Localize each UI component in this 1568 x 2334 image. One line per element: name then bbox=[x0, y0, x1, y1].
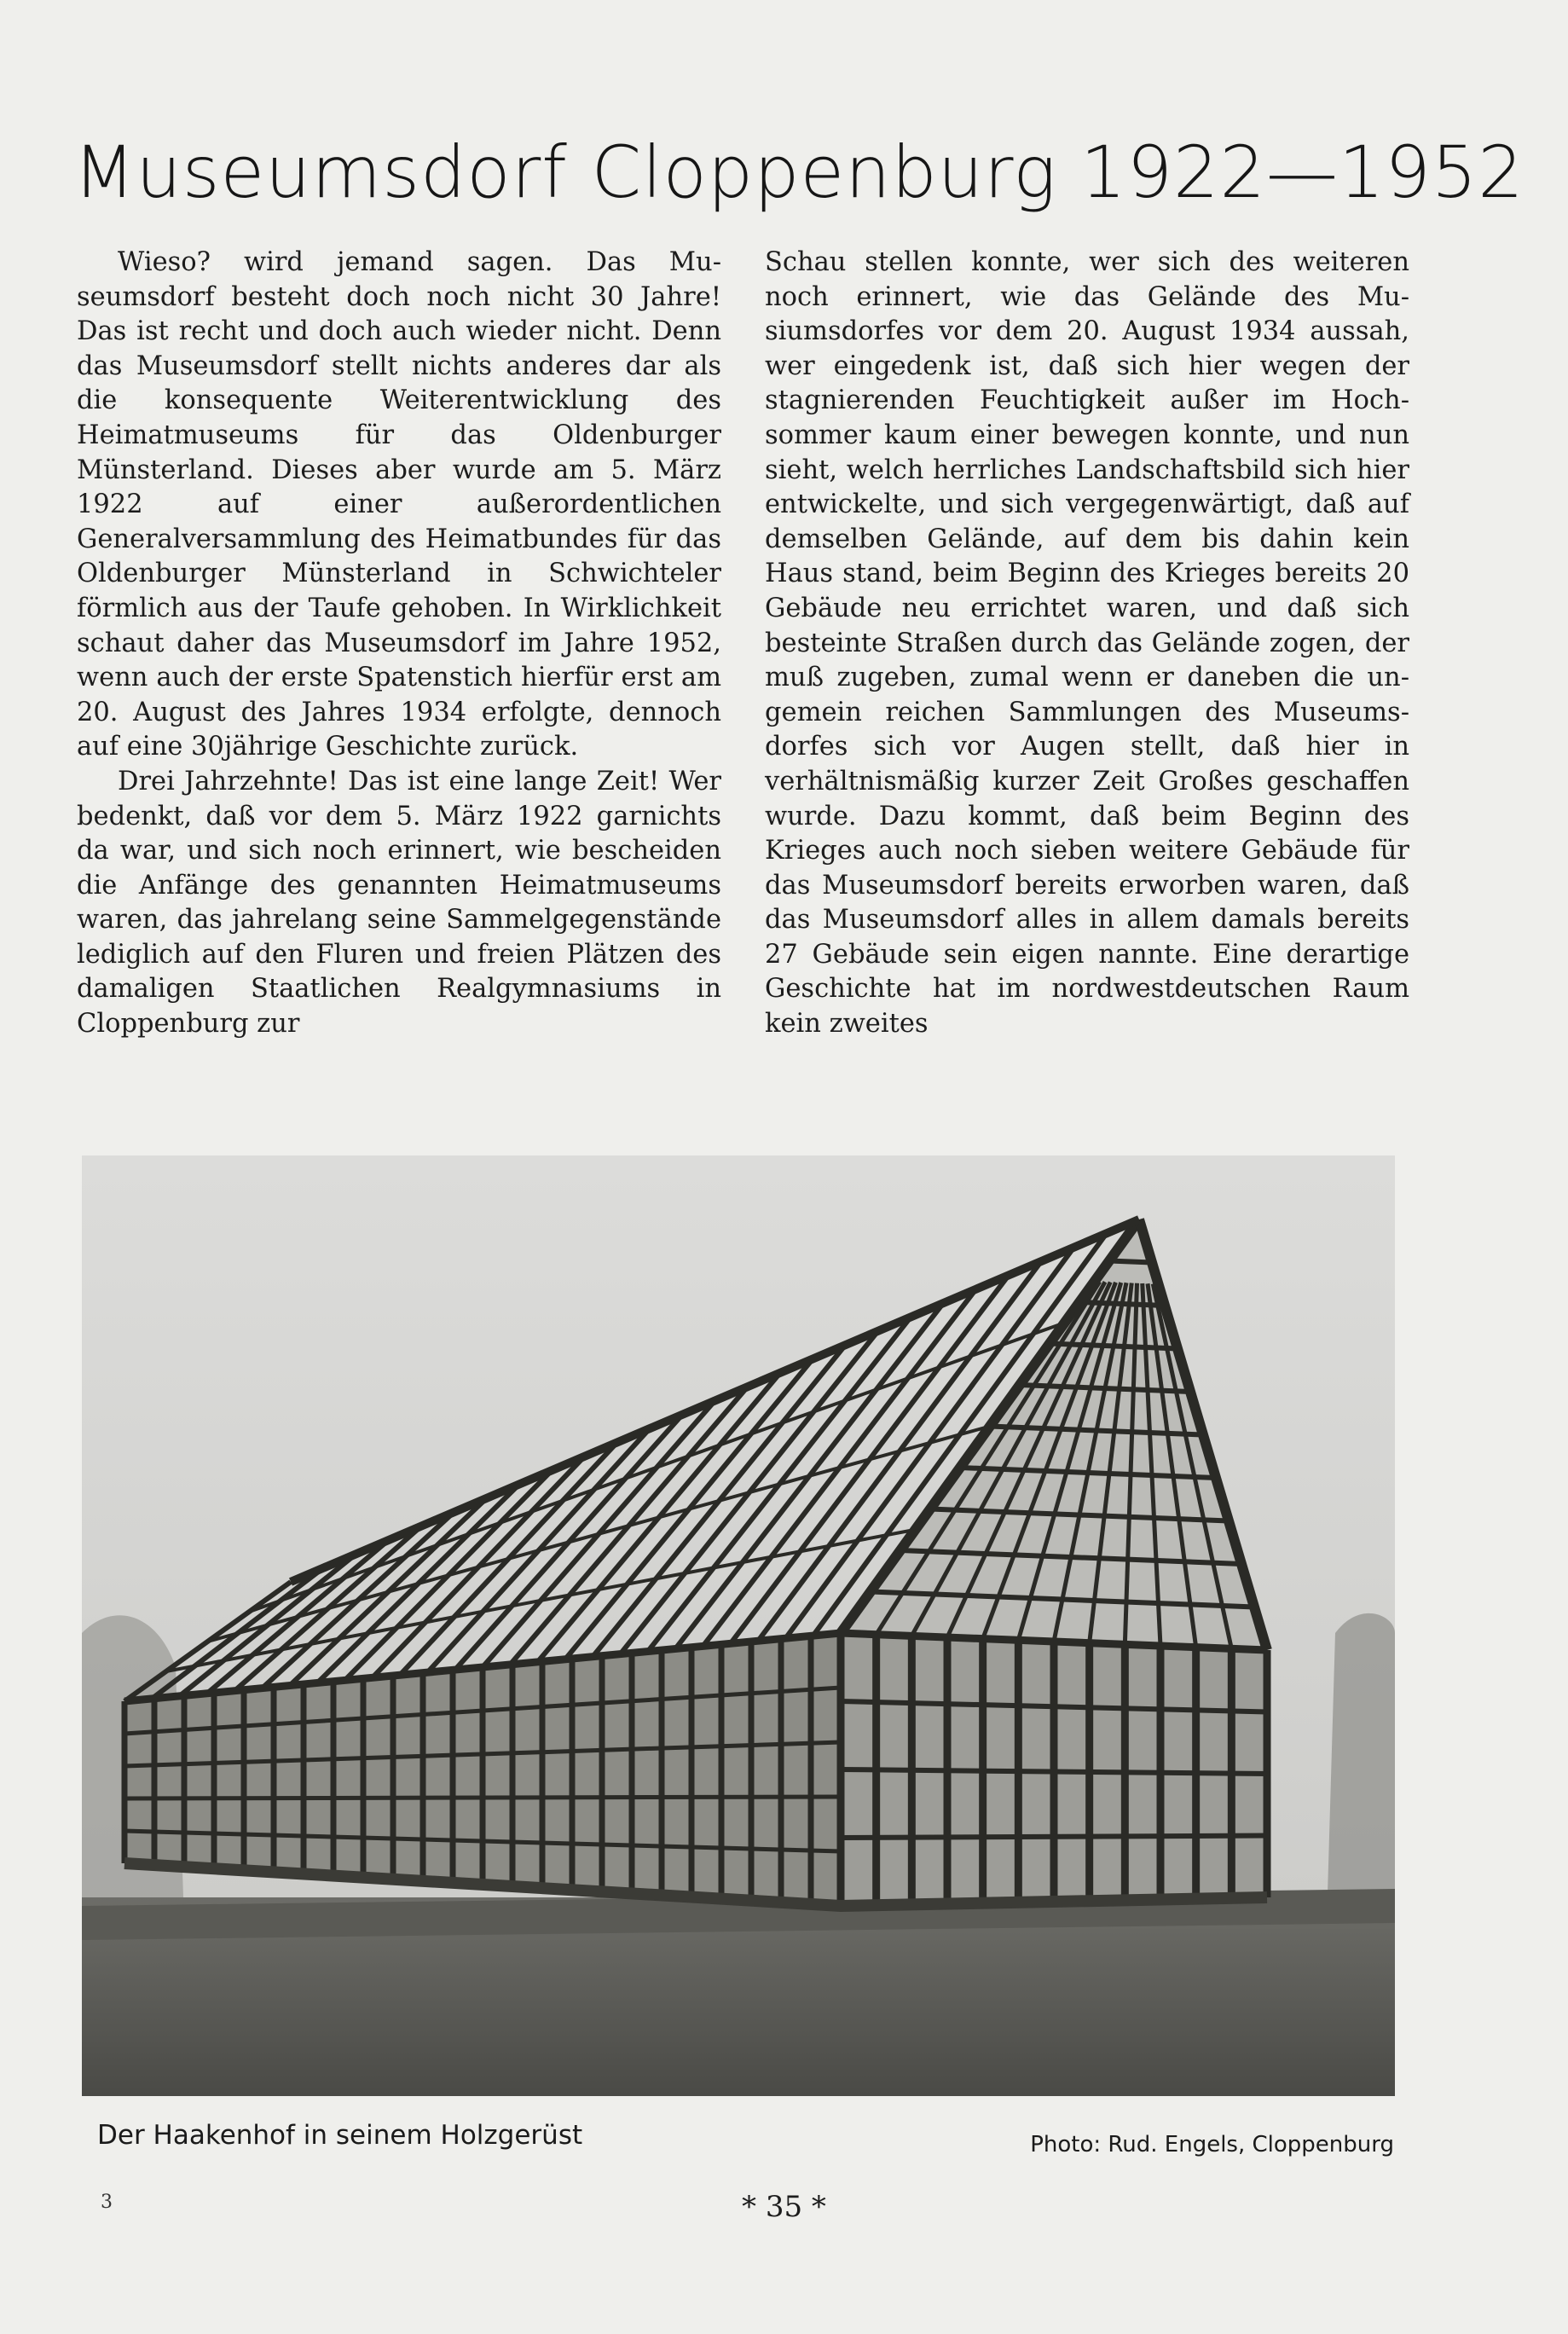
paragraph: Schau stellen konnte, wer sich des weiteren noch erinnert, wie das Gelände des Musiumsdorfes vor dem 20. August 1934 aussah, wer eingedenk ist, daß sich hier wegen der stagnierenden Feuchtigkeit außer im Hochsommer kaum einer bewegen konnte, und nun sieht, welch herrliches Landschaftsbild sich hier entwickelte, und sich vergegenwärtigt, daß auf demselben Gelände, auf dem bis dahin kein Haus stand, beim Beginn des Krieges bereits 20 Gebäude neu errichtet waren, und daß sich besteinte Straßen durch das Gelände zogen, der muß zugeben, zumal wenn er daneben die ungemein reichen Sammlungen des Museumsdorfes sich vor Augen stellt, daß hier in verhältnismäßig kurzer Zeit Großes geschaffen wurde. Dazu kommt, daß beim Beginn des Krieges auch noch sieben weitere Gebäude für das Museumsdorf bereits erworben waren, daß das Museumsdorf alles in allem damals bereits 27 Gebäude sein eigen nannte. Eine derartige Geschichte hat im nordwestdeutschen Raum kein zweites bbox=[765, 247, 1409, 1040]
right-text-column bbox=[765, 246, 1409, 1042]
figure-caption: Der Haakenhof in seinem Holzgerüst bbox=[97, 2120, 583, 2151]
paragraph: Wieso? wird jemand sagen. Das Museumsdorf besteht doch noch nicht 30 Jahre! Das ist recht und doch auch wieder nicht. Denn das Museumsdorf stellt nichts anderes dar als die konsequente Weiterentwicklung des Heimatmuseums für das Oldenburger Münsterland. Dieses aber wurde am 5. März 1922 auf einer außerordentlichen Generalversammlung des Heimatbundes für das Oldenburger Münsterland in Schwichteler förmlich aus der Taufe gehoben. In Wirklichkeit schaut daher das Museumsdorf im Jahre 1952, wenn auch der erste Spatenstich hierfür erst am 20. August des Jahres 1934 erfolgte, dennoch auf eine 30jährige Geschichte zurück. bbox=[77, 247, 721, 762]
page-number: * 35 * bbox=[742, 2190, 826, 2224]
photo-credit: Photo: Rud. Engels, Cloppenburg bbox=[1030, 2132, 1394, 2157]
signature-mark: 3 bbox=[101, 2192, 113, 2213]
article-title: Museumsdorf Cloppenburg 1922—1952 bbox=[73, 130, 1525, 214]
paragraph: Drei Jahrzehnte! Das ist eine lange Zeit! Wer bedenkt, daß vor dem 5. März 1922 garnichts da war, und sich noch erinnert, wie bescheiden die Anfänge des genannten Heimatmuseums waren, das jahrelang seine Sammelgegenstände lediglich auf den Fluren und freien Plätzen des damaligen Staatlichen Realgymnasiums in Cloppenburg zur bbox=[77, 766, 721, 1040]
timber-frame-illustration bbox=[82, 1155, 1395, 2096]
left-text-column bbox=[77, 246, 721, 1042]
haakenhof-photo bbox=[82, 1155, 1395, 2096]
